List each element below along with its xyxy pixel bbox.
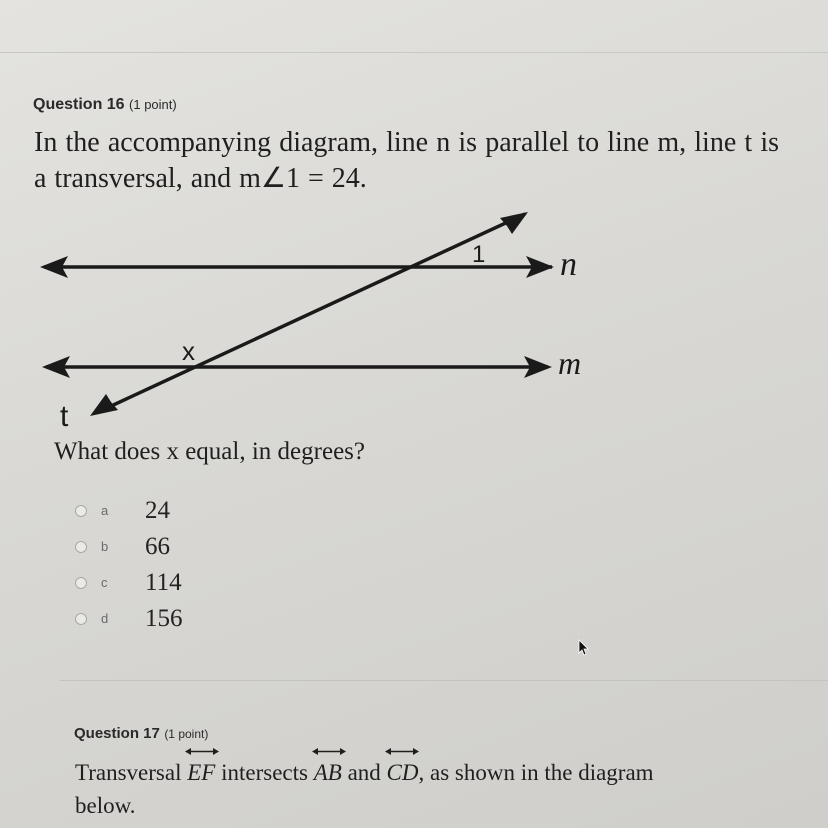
question-17-prompt [75, 750, 715, 822]
choice-d[interactable] [75, 604, 235, 634]
radio-button-c[interactable] [75, 577, 87, 589]
choice-c-letter: c [101, 575, 108, 590]
choice-a-value: 24 [145, 497, 170, 524]
prompt-text: and [347, 760, 381, 785]
choice-c-value: 114 [145, 569, 182, 596]
line-ab-label: AB [313, 760, 342, 785]
choice-a[interactable] [75, 496, 235, 526]
question-17-header [74, 725, 208, 743]
choice-a-letter: a [101, 503, 109, 518]
question-16-question: What does x equal, in degrees? [54, 438, 365, 465]
line-cd-label: CD [386, 760, 419, 785]
choice-b-value: 66 [145, 533, 170, 560]
radio-button-b[interactable] [75, 541, 87, 553]
line-ab-notation [314, 750, 342, 789]
line-ef-notation [187, 750, 215, 789]
prompt-text: , as shown in the diagram below. [75, 760, 654, 818]
line-m-label: m [558, 345, 582, 381]
line-cd-notation [387, 750, 419, 789]
parallel-lines-diagram [30, 200, 620, 435]
question-16-header [33, 96, 177, 114]
double-arrow-icon [312, 747, 346, 756]
question-17-points: (1 point) [164, 727, 209, 741]
double-arrow-icon [185, 747, 219, 756]
choice-c[interactable] [75, 568, 235, 598]
choice-b-letter: b [101, 539, 109, 554]
choice-b[interactable] [75, 532, 235, 562]
line-ef-label: EF [187, 760, 216, 785]
prompt-text: Transversal [75, 760, 182, 785]
top-divider [0, 52, 828, 53]
question-16-prompt: In the accompanying diagram, line n is parallel to line m, line t is a transversal, and m∠1 = 24. [34, 127, 779, 194]
question-16-points: (1 point) [129, 97, 177, 112]
prompt-text: intersects [221, 760, 308, 785]
angle-x-label: x [182, 336, 195, 366]
question-divider [60, 680, 828, 681]
choice-d-value: 156 [145, 605, 183, 632]
radio-button-a[interactable] [75, 505, 87, 517]
mouse-pointer-icon [576, 638, 590, 656]
radio-button-d[interactable] [75, 613, 87, 625]
angle-1-label: 1 [472, 241, 486, 268]
question-16-number: Question 16 [33, 96, 125, 113]
question-17-number: Question 17 [74, 725, 160, 742]
line-n-label: n [560, 246, 577, 283]
choice-d-letter: d [101, 611, 109, 626]
line-t-label: t [60, 400, 69, 433]
line-t [96, 214, 525, 413]
double-arrow-icon [385, 747, 419, 756]
